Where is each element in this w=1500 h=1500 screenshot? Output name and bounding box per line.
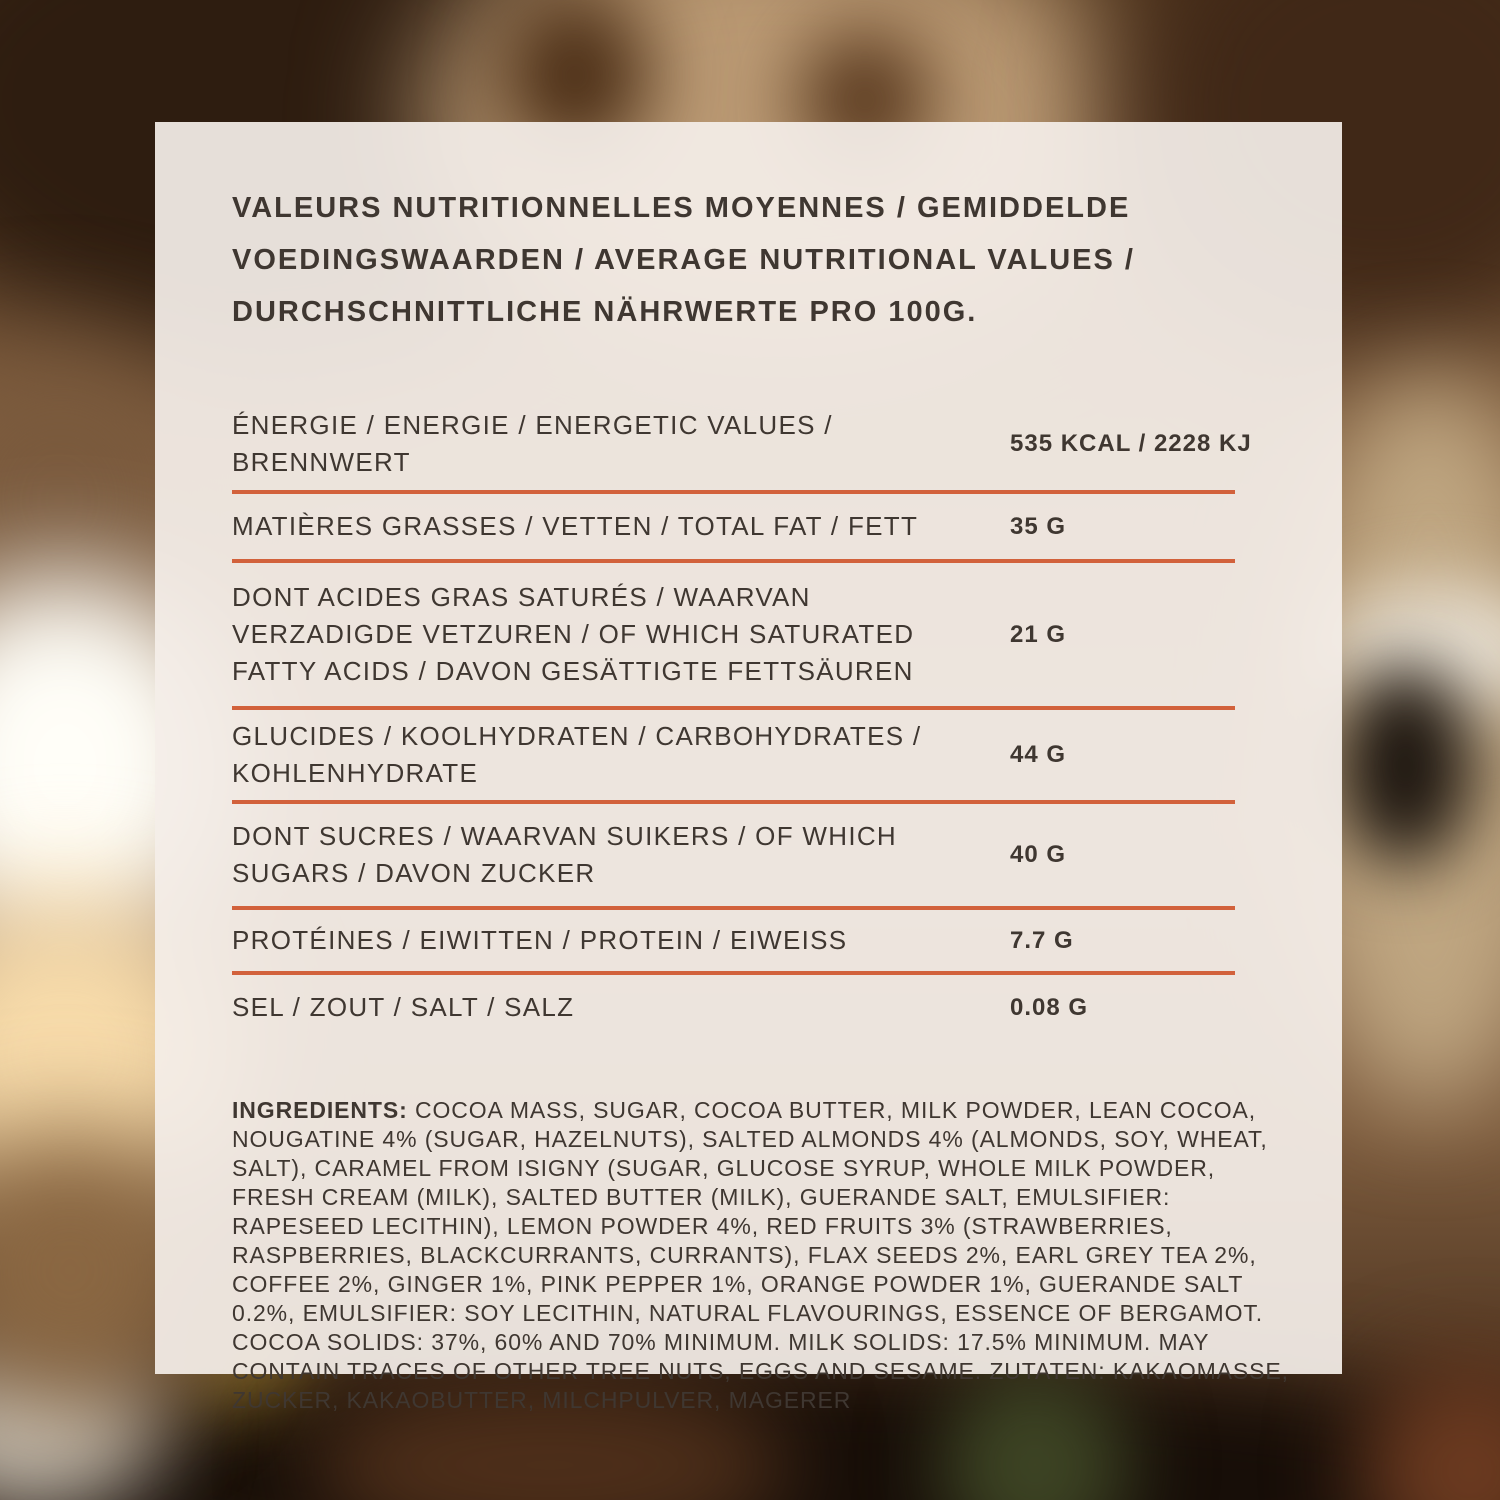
table-row-sugars (232, 804, 1235, 910)
row-value: 44 G (1010, 741, 1067, 768)
nutrition-label-panel (155, 122, 1342, 1413)
row-label: DONT ACIDES GRAS SATURÉS / WAARVAN VERZADIGDE VETZUREN / OF WHICH SATURATED FATTY ACIDS / DAVON GESÄTTIGTE FETTSÄUREN (232, 582, 915, 686)
nutrition-table (232, 402, 1252, 1040)
ingredients-text: COCOA MASS, SUGAR, COCOA BUTTER, MILK POWDER, LEAN COCOA, NOUGATINE 4% (SUGAR, HAZELNUTS), SALTED ALMONDS 4% (ALMONDS, SOY, WHEAT, SALT), CARAMEL FROM ISIGNY (SUGAR, GLUCOSE SYRUP, WHOLE MILK POWDER, FRESH CREAM (MILK), SALTED BUTTER (MILK), GUERANDE SALT, EMULSIFIER: RAPESEED LECITHIN), LEMON POWDER 4%, RED FRUITS 3% (STRAWBERRIES, RASPBERRIES, BLACKCURRANTS, CURRANTS), FLAX SEEDS 2%, EARL GREY TEA 2%, COFFEE 2%, GINGER 1%, PINK PEPPER 1%, ORANGE POWDER 1%, GUERANDE SALT 0.2%, EMULSIFIER: SOY LECITHIN, NATURAL FLAVOURINGS, ESSENCE OF BERGAMOT. COCOA SOLIDS: 37%, 60% AND 70% MINIMUM. MILK SOLIDS: 17.5% MINIMUM. MAY CONTAIN TRACES OF OTHER TREE NUTS, EGGS AND SESAME. ZUTATEN: KAKAOMASSE, ZUCKER, KAKAOBUTTER, MILCHPULVER, MAGERER (232, 1097, 1289, 1413)
row-value: 0.08 G (1010, 993, 1089, 1021)
table-row-protein (232, 910, 1235, 975)
row-label: SEL / ZOUT / SALT / SALZ (232, 992, 575, 1022)
row-value: 535 KCAL / 2228 KJ (1010, 430, 1252, 457)
row-label: ÉNERGIE / ENERGIE / ENERGETIC VALUES / BRENNWERT (232, 410, 833, 477)
table-row-saturated-fat (232, 563, 1235, 710)
row-label: DONT SUCRES / WAARVAN SUIKERS / OF WHICH SUGARS / DAVON ZUCKER (232, 821, 897, 888)
table-row-fat (232, 494, 1235, 563)
row-value: 7.7 G (1010, 926, 1074, 954)
row-value: 40 G (1010, 841, 1067, 868)
table-row-carbohydrates (232, 710, 1235, 804)
background-blur-blob (1338, 665, 1473, 865)
ingredients-label: INGREDIENTS: (232, 1097, 408, 1123)
nutrition-title (232, 182, 1302, 338)
ingredients-paragraph (232, 1096, 1302, 1415)
row-value: 35 G (1010, 512, 1067, 540)
table-row-energy (232, 402, 1252, 494)
nutrition-title-line: VALEURS NUTRITIONNELLES MOYENNES / GEMIDDELDE (232, 192, 1131, 224)
table-row-salt (232, 975, 1235, 1040)
row-label: GLUCIDES / KOOLHYDRATEN / CARBOHYDRATES / KOHLENHYDRATE (232, 721, 922, 788)
row-label: PROTÉINES / EIWITTEN / PROTEIN / EIWEISS (232, 925, 848, 955)
nutrition-title-line: VOEDINGSWAARDEN / AVERAGE NUTRITIONAL VALUES / (232, 244, 1135, 276)
nutrition-title-line: DURCHSCHNITTLICHE NÄHRWERTE PRO 100G. (232, 296, 978, 328)
row-label: MATIÈRES GRASSES / VETTEN / TOTAL FAT / FETT (232, 511, 919, 541)
row-value: 21 G (1010, 620, 1067, 648)
